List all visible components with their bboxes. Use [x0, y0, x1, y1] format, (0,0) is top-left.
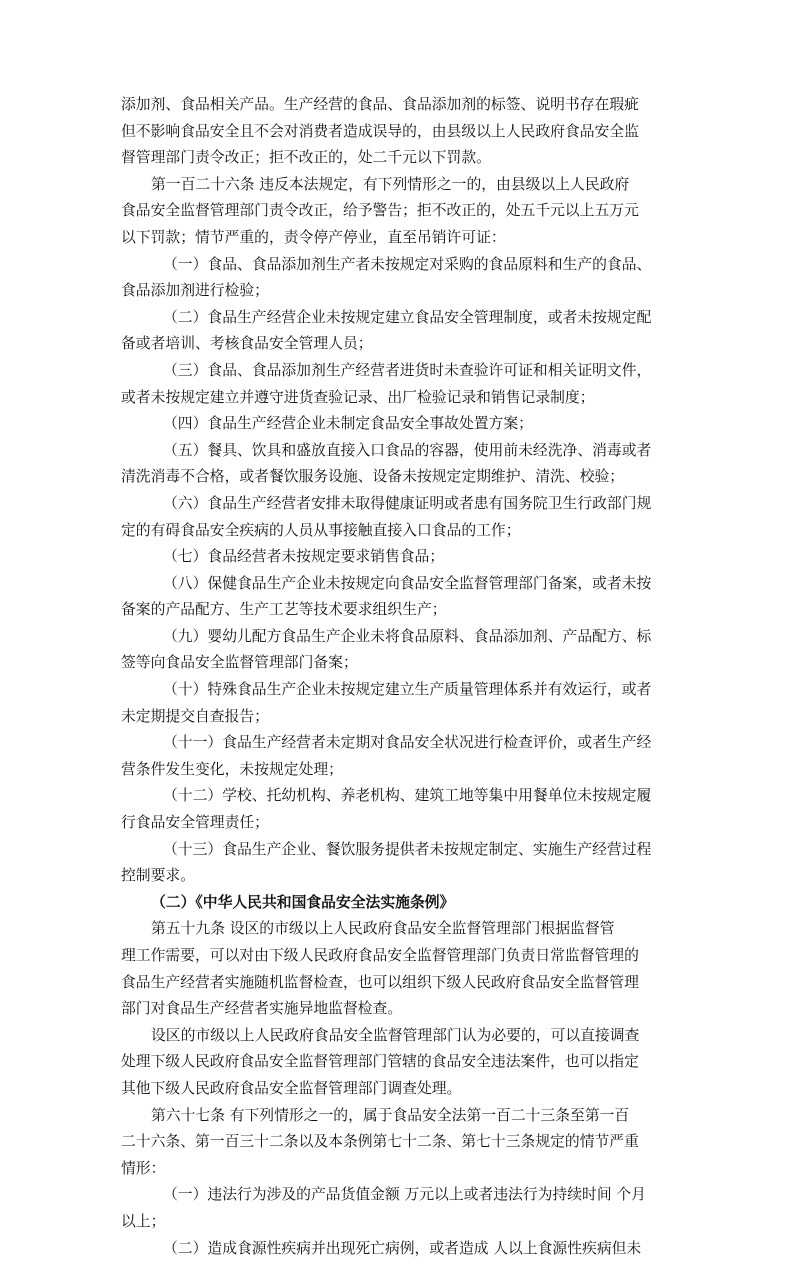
- text-line: （六）食品生产经营者安排未取得健康证明或者患有国务院卫生行政部门规: [163, 494, 652, 512]
- text-line: （二）造成食源性疾病并出现死亡病例，或者造成 人以上食源性疾病但未: [163, 1239, 642, 1257]
- text-line: 未定期提交自查报告；: [121, 707, 269, 725]
- text-line: （九）婴幼儿配方食品生产企业未将食品原料、食品添加剂、产品配方、标: [163, 627, 652, 645]
- text-line: 食品添加剂进行检验；: [121, 282, 269, 300]
- text-line: 处理下级人民政府食品安全监督管理部门管辖的食品安全违法案件，也可以指定: [121, 1053, 639, 1071]
- text-line: 备或者培训、考核食品安全管理人员；: [121, 335, 373, 353]
- text-line: 其他下级人民政府食品安全监督管理部门调查处理。: [121, 1079, 462, 1097]
- text-line: （三）食品、食品添加剂生产经营者进货时未查验许可证和相关证明文件，: [163, 361, 652, 379]
- text-line: 以上；: [121, 1212, 166, 1230]
- text-line: 签等向食品安全监督管理部门备案；: [121, 654, 358, 672]
- text-line: （十一）食品生产经营者未定期对食品安全状况进行检查评价，或者生产经: [163, 734, 652, 752]
- text-line: 设区的市级以上人民政府食品安全监督管理部门认为必要的，可以直接调查: [151, 1026, 640, 1044]
- text-line: （二）食品生产经营企业未按规定建立食品安全管理制度，或者未按规定配: [163, 308, 652, 326]
- text-line: 以下罚款；情节严重的，责令停产停业，直至吊销许可证：: [121, 228, 506, 246]
- text-line: （四）食品生产经营企业未制定食品安全事故处置方案；: [163, 415, 533, 433]
- text-line: 第六十七条 有下列情形之一的，属于食品安全法第一百二十三条至第一百: [151, 1106, 630, 1124]
- text-line: 食品安全监督管理部门责令改正，给予警告；拒不改正的，处五千元以上五万元: [121, 202, 639, 220]
- text-line: 备案的产品配方、生产工艺等技术要求组织生产；: [121, 601, 447, 619]
- text-line: 或者未按规定建立并遵守进货查验记录、出厂检验记录和销售记录制度；: [121, 388, 595, 406]
- document-page: [121, 92, 674, 1262]
- text-line: 理工作需要，可以对由下级人民政府食品安全监督管理部门负责日常监督管理的: [121, 947, 639, 964]
- text-line: 部门对食品生产经营者实施异地监督检查。: [121, 1000, 403, 1018]
- text-line: 第一百二十六条 违反本法规定，有下列情形之一的，由县级以上人民政府: [151, 175, 630, 193]
- text-line: 定的有碍食品安全疾病的人员从事接触直接入口食品的工作；: [121, 521, 521, 539]
- text-line: （五）餐具、饮具和盛放直接入口食品的容器，使用前未经洗净、消毒或者: [163, 441, 652, 459]
- text-line: （十）特殊食品生产企业未按规定建立生产质量管理体系并有效运行，或者: [163, 681, 652, 699]
- text-line: 第五十九条 设区的市级以上人民政府食品安全监督管理部门根据监督管: [151, 920, 615, 938]
- text-line: （一）违法行为涉及的产品货值金额 万元以上或者违法行为持续时间 个月: [163, 1186, 646, 1204]
- text-line: （七）食品经营者未按规定要求销售食品；: [163, 548, 445, 566]
- text-line: （一）食品、食品添加剂生产者未按规定对采购的食品原料和生产的食品、: [163, 255, 652, 273]
- text-line: 营条件发生变化，未按规定处理；: [121, 760, 343, 778]
- text-line: 但不影响食品安全且不会对消费者造成误导的，由县级以上人民政府食品安全监: [121, 122, 639, 140]
- text-line: （八）保健食品生产企业未按规定向食品安全监督管理部门备案，或者未按: [163, 574, 652, 592]
- text-line: （十二）学校、托幼机构、养老机构、建筑工地等集中用餐单位未按规定履: [163, 787, 652, 805]
- text-line: 添加剂、食品相关产品。生产经营的食品、食品添加剂的标签、说明书存在瑕疵: [121, 96, 639, 113]
- text-line: 控制要求。: [121, 867, 195, 885]
- text-line: （十三）食品生产企业、餐饮服务提供者未按规定制定、实施生产经营过程: [163, 840, 652, 858]
- text-line: 督管理部门责令改正；拒不改正的，处二千元以下罚款。: [121, 149, 491, 167]
- text-line: 情形：: [121, 1159, 166, 1177]
- text-line: 二十六条、第一百三十二条以及本条例第七十二条、第七十三条规定的情节严重: [121, 1133, 639, 1151]
- text-line: 清洗消毒不合格，或者餐饮服务设施、设备未按规定定期维护、清洗、校验；: [121, 468, 625, 486]
- text-line: 食品生产经营者实施随机监督检查，也可以组织下级人民政府食品安全监督管理: [121, 973, 639, 991]
- section-heading: （二）《中华人民共和国食品安全法实施条例》: [151, 893, 455, 911]
- text-line: 行食品安全管理责任；: [121, 814, 269, 832]
